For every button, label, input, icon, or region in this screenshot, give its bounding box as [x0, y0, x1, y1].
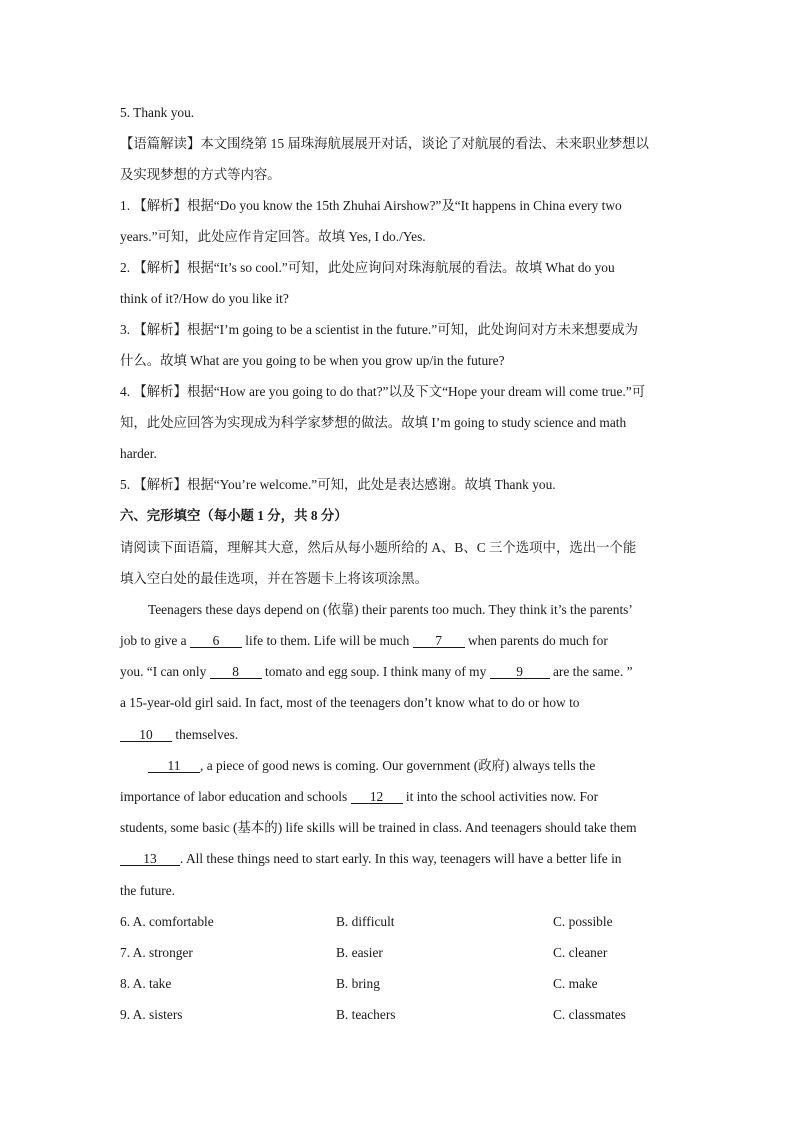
option-7-a: 7. A. stronger	[120, 945, 193, 960]
option-6-a: 6. A. comfortable	[120, 914, 214, 929]
passage-line	[120, 634, 608, 648]
passage-line: a 15-year-old girl said. In fact, most of the teenagers don’t know what to do or how to	[120, 695, 580, 710]
analysis-2: 2. 【解析】根据“It’s so cool.”可知，此处应询问对珠海航展的看法。故填 What do you	[120, 260, 615, 275]
analysis-5: 5. 【解析】根据“You’re welcome.”可知，此处是表达感谢。故填 Thank you.	[120, 477, 556, 492]
passage-text: tomato and egg soup. I think many of my	[261, 664, 490, 679]
option-7-b: B. easier	[336, 945, 383, 960]
answer-line: 5. Thank you.	[120, 105, 195, 120]
blank-6: 6	[190, 634, 242, 648]
analysis-4: 4. 【解析】根据“How are you going to do that?”以及下文“Hope your dream will come true.”可	[120, 384, 646, 399]
blank-8: 8	[210, 665, 262, 679]
option-7-c: C. cleaner	[553, 945, 608, 960]
passage-analysis-text: 及实现梦想的方式等内容。	[120, 167, 281, 182]
option-9-b: B. teachers	[336, 1007, 396, 1022]
passage-text: are the same. ”	[549, 664, 633, 679]
passage-text: it into the school activities now. For	[402, 789, 599, 804]
blank-11: 11	[148, 759, 200, 773]
analysis-1: 1. 【解析】根据“Do you know the 15th Zhuhai Airshow?”及“It happens in China every two	[120, 198, 622, 213]
option-9-c: C. classmates	[553, 1007, 626, 1022]
analysis-4-cont: 知，此处应回答为实现成为科学家梦想的做法。故填 I’m going to study science and math	[120, 415, 627, 430]
passage-text: you. “I can only	[120, 664, 210, 679]
passage-text: importance of labor education and schools	[120, 789, 351, 804]
analysis-4-cont2: harder.	[120, 446, 157, 461]
instructions-line-2: 填入空白处的最佳选项，并在答题卡上将该项涂黑。	[120, 571, 428, 586]
passage-line: Teenagers these days depend on (依靠) their parents too much. They think it’s the parents’	[148, 602, 633, 617]
option-6-b: B. difficult	[336, 914, 395, 929]
option-8-c: C. make	[553, 976, 598, 991]
passage-text: . All these things need to start early. In this way, teenagers will have a better life in	[180, 851, 622, 866]
analysis-3-cont: 什么。故填 What are you going to be when you grow up/in the future?	[120, 353, 505, 368]
analysis-3: 3. 【解析】根据“I’m going to be a scientist in the future.”可知，此处询问对方未来想要成为	[120, 322, 639, 337]
passage-line	[120, 728, 238, 742]
option-9-a: 9. A. sisters	[120, 1007, 183, 1022]
passage-text: , a piece of good news is coming. Our government (政府) always tells the	[200, 758, 596, 773]
passage-line: the future.	[120, 883, 176, 898]
option-8-a: 8. A. take	[120, 976, 172, 991]
passage-analysis-heading: 【语篇解读】本文围绕第 15 届珠海航展展开对话，谈论了对航展的看法、未来职业梦想以	[120, 136, 649, 151]
section-heading: 六、完形填空（每小题 1 分，共 8 分）	[120, 508, 348, 523]
passage-line	[120, 759, 595, 773]
option-8-b: B. bring	[336, 976, 380, 991]
passage-text: when parents do much for	[464, 633, 608, 648]
analysis-2-cont: think of it?/How do you like it?	[120, 291, 289, 306]
blank-10: 10	[120, 728, 172, 742]
instructions-line-1: 请阅读下面语篇，理解其大意，然后从每小题所给的 A、B、C 三个选项中，选出一个能	[120, 540, 637, 555]
passage-text: themselves.	[172, 727, 239, 742]
passage-text: job to give a	[120, 633, 190, 648]
passage-line: students, some basic (基本的) life skills will be trained in class. And teenagers should take them	[120, 820, 637, 835]
passage-text: life to them. Life will be much	[241, 633, 413, 648]
blank-7: 7	[413, 634, 465, 648]
option-6-c: C. possible	[553, 914, 613, 929]
passage-line	[120, 852, 622, 866]
passage-line	[120, 665, 633, 679]
analysis-1-cont: years.”可知，此处应作肯定回答。故填 Yes, I do./Yes.	[120, 229, 426, 244]
blank-12: 12	[351, 790, 403, 804]
passage-line	[120, 790, 598, 804]
blank-9: 9	[490, 665, 550, 679]
blank-13: 13	[120, 852, 180, 866]
